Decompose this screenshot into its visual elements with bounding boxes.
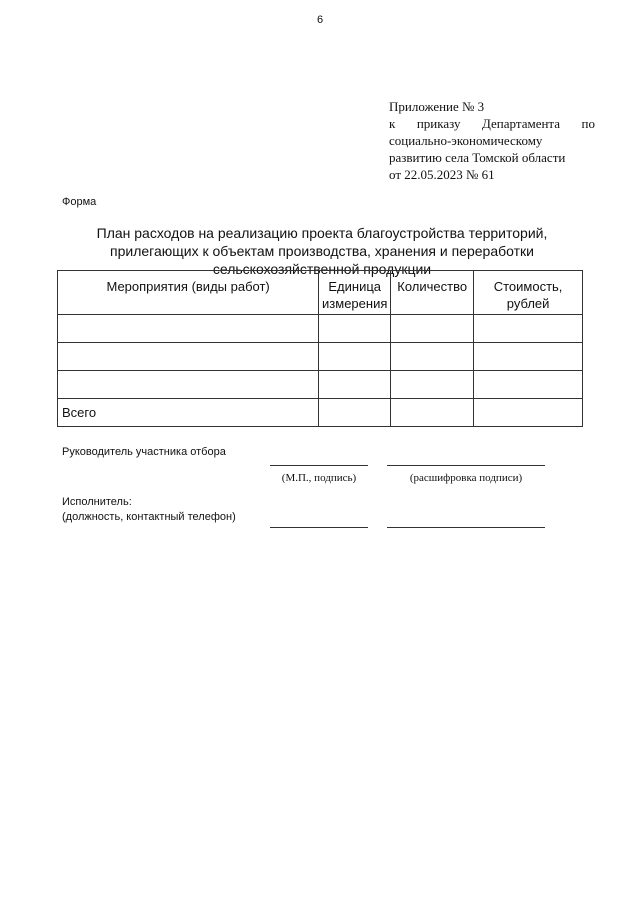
- table-row: [58, 371, 583, 399]
- table-cell[interactable]: [391, 399, 474, 427]
- executor-label: Исполнитель:: [62, 496, 132, 508]
- table-row: [58, 343, 583, 371]
- table-cell[interactable]: [58, 343, 319, 371]
- appendix-block: [389, 98, 595, 183]
- total-label: Всего: [58, 399, 319, 427]
- appendix-line-5: от 22.05.2023 № 61: [389, 167, 495, 182]
- appendix-word: к: [389, 116, 396, 131]
- decoding-line[interactable]: [387, 465, 545, 466]
- appendix-word: приказу: [416, 116, 461, 131]
- executor-position-line[interactable]: [270, 527, 368, 528]
- table-cell[interactable]: [58, 315, 319, 343]
- table-header-row: [58, 271, 583, 315]
- table-cell[interactable]: [58, 371, 319, 399]
- form-label: Форма: [62, 196, 97, 208]
- expense-plan-table: [57, 270, 583, 427]
- executor-sub-label: (должность, контактный телефон): [62, 511, 236, 523]
- appendix-word: по: [581, 116, 595, 131]
- appendix-line-4: развитию села Томской области: [389, 150, 566, 165]
- appendix-word: Департамента: [482, 116, 561, 131]
- header-activities: Мероприятия (виды работ): [58, 271, 319, 315]
- stamp-signature-caption: (М.П., подпись): [281, 472, 357, 484]
- header-quantity: Количество: [391, 271, 474, 315]
- header-unit: Единица измерения: [319, 271, 391, 315]
- table-cell[interactable]: [319, 343, 391, 371]
- head-of-participant-label: Руководитель участника отбора: [62, 446, 226, 458]
- table-cell[interactable]: [319, 399, 391, 427]
- appendix-title: Приложение № 3: [389, 99, 485, 114]
- table-cell[interactable]: [474, 315, 583, 343]
- table-row: [58, 315, 583, 343]
- table-cell[interactable]: [319, 315, 391, 343]
- executor-phone-line[interactable]: [387, 527, 545, 528]
- table-cell[interactable]: [474, 399, 583, 427]
- table-cell[interactable]: [319, 371, 391, 399]
- appendix-line-3: социально-экономическому: [389, 133, 543, 148]
- signature-line[interactable]: [270, 465, 368, 466]
- table-cell[interactable]: [474, 371, 583, 399]
- document-title: План расходов на реализацию проекта благоустройства территорий, прилегающих к объектам производства, хранения и переработки сельскохозяйственной продукции: [96, 225, 548, 277]
- table-cell[interactable]: [391, 315, 474, 343]
- appendix-line-2: [389, 115, 595, 132]
- decoding-caption: (расшифровка подписи): [409, 472, 523, 484]
- table-cell[interactable]: [391, 371, 474, 399]
- table-cell[interactable]: [474, 343, 583, 371]
- header-cost: Стоимость, рублей: [474, 271, 583, 315]
- page-number: 6: [316, 14, 324, 26]
- table-total-row: [58, 399, 583, 427]
- table-cell[interactable]: [391, 343, 474, 371]
